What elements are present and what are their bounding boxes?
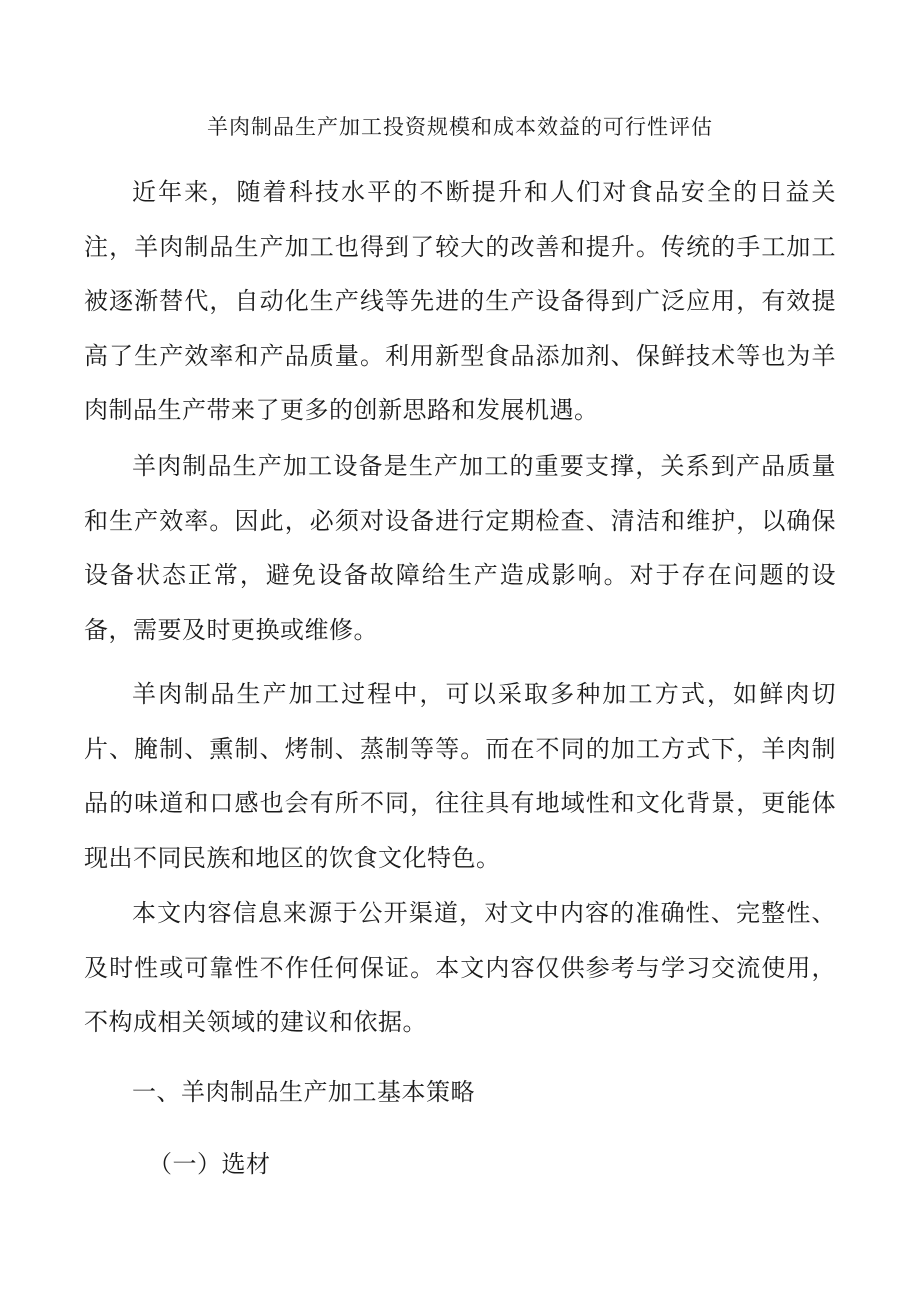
paragraph-equipment: 羊肉制品生产加工设备是生产加工的重要支撑，关系到产品质量和生产效率。因此，必须对设备进行定期检查、清洁和维护，以确保设备状态正常，避免设备故障给生产造成影响。对于存在问题的设备，需要及时更换或维修。 bbox=[84, 452, 836, 644]
subsection-heading: （一）选材 bbox=[148, 1150, 271, 1178]
paragraph-intro: 近年来，随着科技水平的不断提升和人们对食品安全的日益关注，羊肉制品生产加工也得到了较大的改善和提升。传统的手工加工被逐渐替代，自动化生产线等先进的生产设备得到广泛应用，有效提高了生产效率和产品质量。利用新型食品添加剂、保鲜技术等也为羊肉制品生产带来了更多的创新思路和发展机遇。 bbox=[84, 178, 836, 424]
section-heading: 一、羊肉制品生产加工基本策略 bbox=[132, 1078, 475, 1106]
paragraph-processing-methods: 羊肉制品生产加工过程中，可以采取多种加工方式，如鲜肉切片、腌制、熏制、烤制、蒸制等等。而在不同的加工方式下，羊肉制品的味道和口感也会有所不同，往往具有地域性和文化背景，更能体现出不同民族和地区的饮食文化特色。 bbox=[84, 680, 836, 872]
document-title: 羊肉制品生产加工投资规模和成本效益的可行性评估 bbox=[207, 115, 713, 139]
paragraph-disclaimer: 本文内容信息来源于公开渠道，对文中内容的准确性、完整性、及时性或可靠性不作任何保证。本文内容仅供参考与学习交流使用，不构成相关领域的建议和依据。 bbox=[84, 899, 836, 1036]
